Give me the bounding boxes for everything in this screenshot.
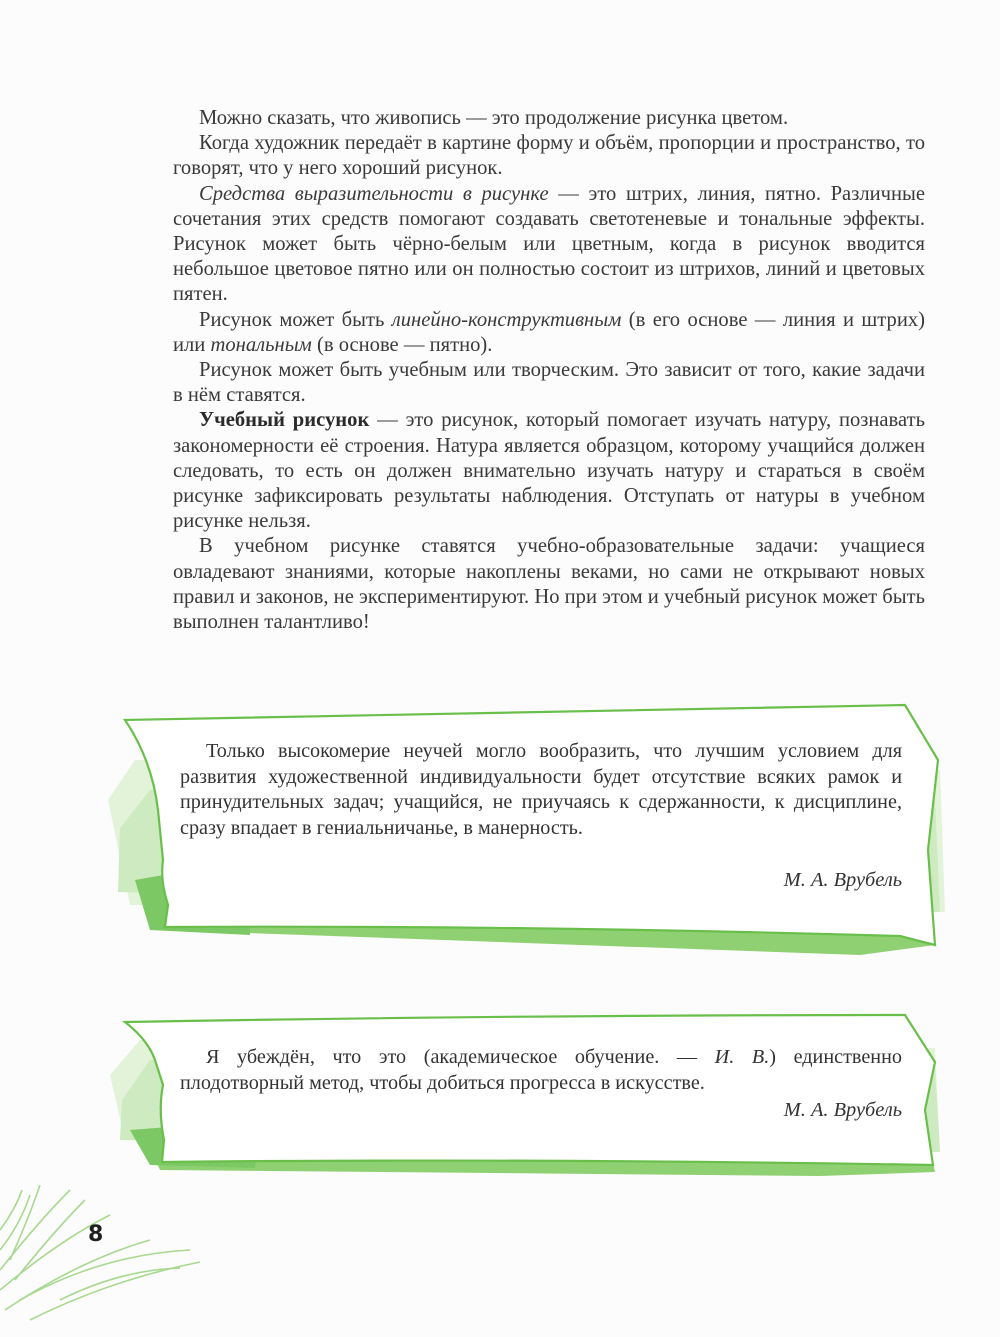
page-number: 8 [88, 1222, 104, 1247]
italic-term: линейно-конструктивным [391, 308, 622, 331]
paragraph [173, 308, 925, 358]
paragraph: Можно сказать, что живопись — это продолжение рисунка цветом. [199, 107, 789, 129]
quote1-author: М. А. Врубель [783, 869, 902, 891]
text-span: (в основе — пятно). [311, 333, 493, 356]
quote1-text [180, 739, 902, 841]
text-span: Я убеждён, что это (академическое обучение. — [206, 1046, 715, 1068]
main-text [173, 106, 925, 635]
quote2-text [180, 1045, 902, 1096]
text-span: ) единственно плодотворный метод, чтобы добиться прогресса в искусстве. [180, 1046, 902, 1094]
paragraph [173, 408, 925, 534]
paragraph: Рисунок может быть учебным или творческим. Это зависит от того, какие задачи в нём ставятся. [173, 359, 925, 407]
text-span: (в его основе — линия и штрих) или [173, 308, 925, 356]
grass-decoration [0, 1185, 200, 1320]
quote-paragraph: Только высокомерие неучей могло вообразить, что лучшим условием для развития художественной индивидуальности будет отсутствие всяких рамок и принудительных задач; учащийся, не приучаясь к сдержанности, к дисциплине, сразу впадает в гениальничанье, в манерность. [180, 740, 902, 839]
text-span: — это штрих, линия, пятно. Различные сочетания этих средств помогают создавать светотеневые и тональные эффекты. Рисунок может быть чёрно-белым или цветным, когда в рисунок вводится небольшое цветовое пятно или он полностью состоит из штрихов, линий и цветовых пятен. [173, 182, 925, 306]
italic-initials: И. В. [714, 1046, 770, 1068]
paragraph: Когда художник передаёт в картине форму и объём, пропорции и пространство, то говорят, что у него хороший рисунок. [173, 132, 925, 180]
italic-term: тональным [210, 333, 312, 356]
bold-term: Учебный рисунок [199, 409, 370, 432]
quote-paragraph [180, 1045, 902, 1096]
quote2-author: М. А. Врубель [783, 1099, 902, 1121]
paragraph [173, 182, 925, 308]
paragraph: В учебном рисунке ставятся учебно-образовательные задачи: учащиеся овладевают знаниями, которые накоплены веками, но сами не открывают новых правил и законов, не экспериментируют. Но при этом и учебный рисунок может быть выполнен талантливо! [173, 535, 925, 634]
text-span: Рисунок может быть [199, 308, 392, 331]
text-span: — это рисунок, который помогает изучать натуру, познавать закономерности её строения. Натура является образцом, которому учащийся должен следовать, то есть он должен внимательно изучать натуру и стараться в своём рисунке зафиксировать результаты наблюдения. Отступать от натуры в учебном рисунке нельзя. [173, 409, 926, 533]
italic-term: Средства выразительности в рисунке [199, 182, 549, 205]
